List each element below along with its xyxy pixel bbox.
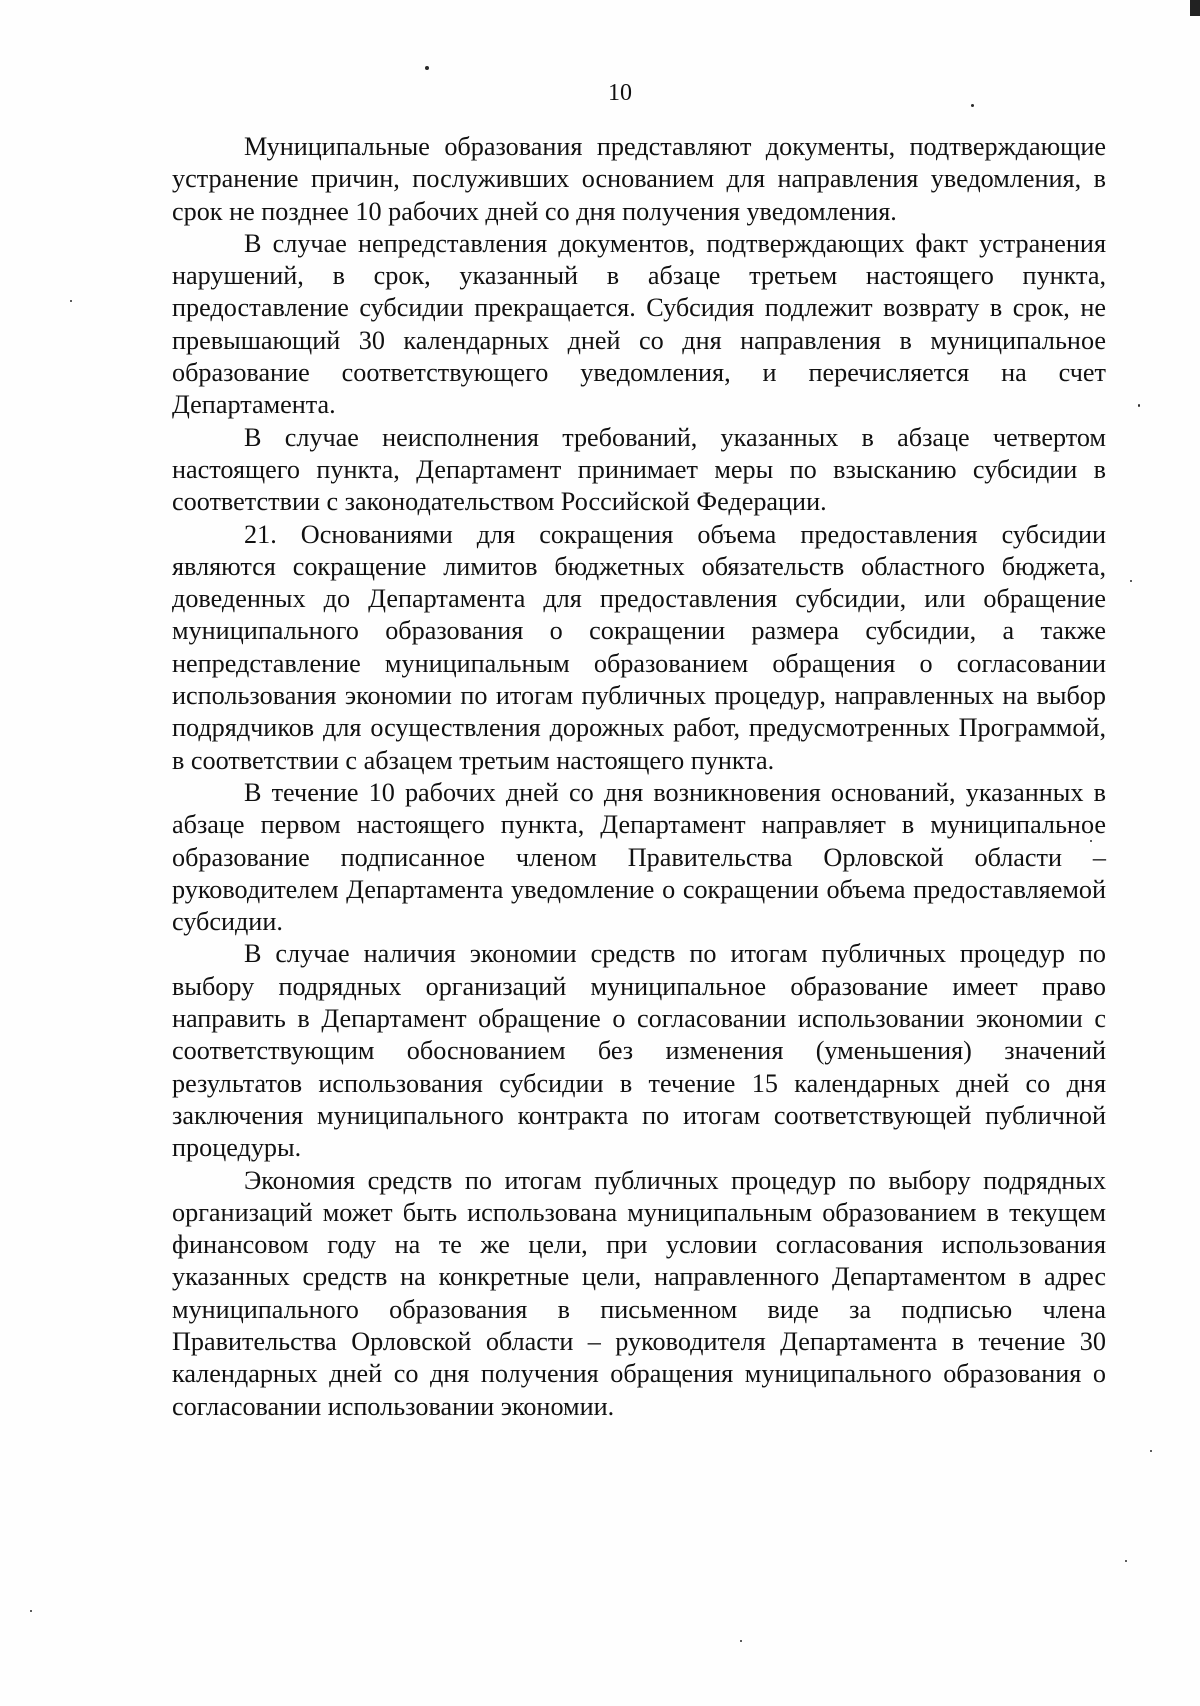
scan-speck: [1125, 1560, 1127, 1562]
paragraph-reduction-notice: В течение 10 рабочих дней со дня возникновения оснований, указанных в абзаце первом настоящего пункта, Департамент направляет в муниципальное образование подписанное членом Правительства Орловской области – руководителем Департамента уведомление о сокращении объема предоставляемой субсидии.: [172, 777, 1106, 937]
paragraph-savings-usage: Экономия средств по итогам публичных процедур по выбору подрядных организаций может быть использована муниципальным образованием в текущем финансовом году на те же цели, при условии согласования использования указанных средств на конкретные цели, направленного Департаментом в адрес муниципального образования в письменном виде за подписью члена Правительства Орловской области – руководителя Департамента в течение 30 календарных дней со дня получения обращения муниципального образования о согласовании использовании экономии.: [172, 1165, 1106, 1421]
scan-speck: [1090, 840, 1092, 842]
scan-speck: [1150, 1450, 1152, 1452]
scan-speck: [30, 1610, 32, 1612]
paragraph-clause-21: 21. Основаниями для сокращения объема предоставления субсидии являются сокращение лимитов бюджетных обязательств областного бюджета, доведенных до Департамента для предоставления субсидии, или обращение муниципального образования о сокращении размера субсидии, а также непредставление муниципальным образованием обращения о согласовании использования экономии по итогам публичных процедур, направленных на выбор подрядчиков для осуществления дорожных работ, предусмотренных Программой, в соответствии с абзацем третьим настоящего пункта.: [172, 519, 1106, 775]
paragraph-subsidy-recovery: В случае неисполнения требований, указанных в абзаце четвертом настоящего пункта, Департамент принимает меры по взысканию субсидии в соответствии с законодательством Российской Федерации.: [172, 422, 1106, 517]
paragraph-savings-request: В случае наличия экономии средств по итогам публичных процедур по выбору подрядных организаций муниципальное образование имеет право направить в Департамент обращение о согласовании использовании экономии с соответствующим обоснованием без изменения (уменьшения) значений результатов использования субсидии в течение 15 календарных дней со дня заключения муниципального контракта по итогам соответствующей публичной процедуры.: [172, 939, 1106, 1163]
page-number: 10: [608, 80, 632, 106]
scan-speck: [1130, 580, 1132, 582]
paragraph-documents-deadline: Муниципальные образования представляют документы, подтверждающие устранение причин, послуживших основанием для направления уведомления, в срок не позднее 10 рабочих дней со дня получения уведомления.: [172, 132, 1106, 226]
paragraph-subsidy-termination: В случае непредставления документов, подтверждающих факт устранения нарушений, в срок, указанный в абзаце третьем настоящего пункта, предоставление субсидии прекращается. Субсидия подлежит возврату в срок, не превышающий 30 календарных дней со дня направления в муниципальное образование соответствующего уведомления, и перечисляется на счет Департамента.: [172, 228, 1106, 420]
document-body: [172, 131, 1106, 1423]
scan-corner-mark: [1190, 0, 1200, 16]
scan-speck: [971, 104, 974, 107]
scan-speck: [740, 1640, 742, 1642]
scan-speck: [1138, 404, 1140, 407]
scan-speck: [425, 66, 429, 70]
scan-speck: [70, 300, 72, 302]
